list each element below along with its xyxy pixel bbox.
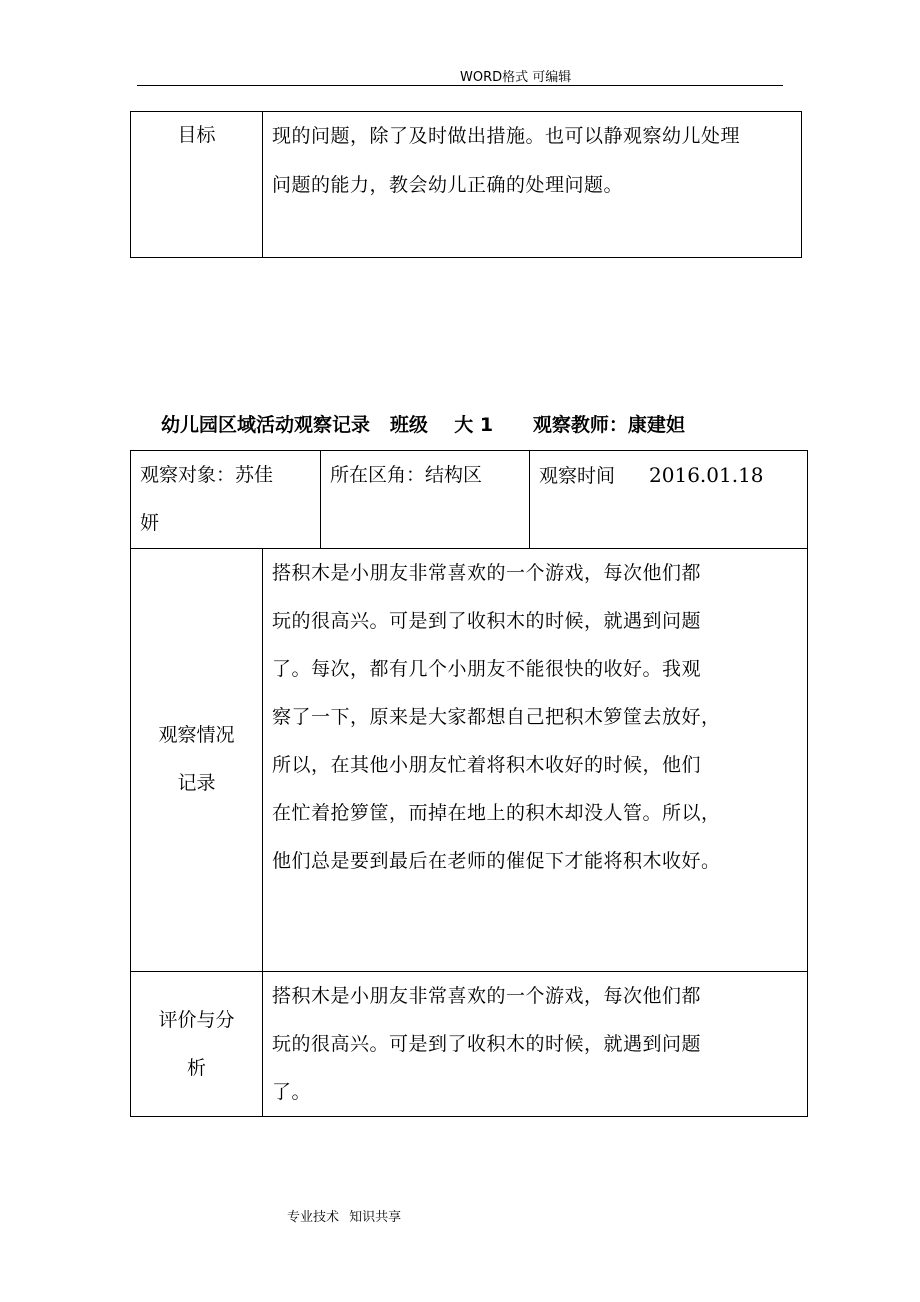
record-label-cell [130, 548, 263, 972]
record-content-cell [262, 548, 808, 972]
area-text: 所在区角：结构区 [330, 464, 483, 486]
area-cell [320, 450, 530, 549]
analysis-line: 搭积木是小朋友非常喜欢的一个游戏，每次他们都 [272, 985, 702, 1007]
record-label-line: 记录 [177, 772, 216, 794]
analysis-label-line: 评价与分 [158, 1009, 235, 1031]
goal-line: 问题的能力，教会幼儿正确的处理问题。 [272, 174, 624, 196]
goal-line: 现的问题，除了及时做出措施。也可以静观察幼儿处理 [272, 125, 741, 147]
record-line: 他们总是要到最后在老师的催促下才能将积木收好。 [272, 850, 721, 872]
page-footer-text: 专业技术 知识共享 [287, 1210, 402, 1225]
record-line: 搭积木是小朋友非常喜欢的一个游戏，每次他们都 [272, 562, 702, 584]
record-line: 了。每次，都有几个小朋友不能很快的收好。我观 [272, 658, 702, 680]
goal-label-cell [130, 111, 263, 258]
record-line: 在忙着抢箩筐，而掉在地上的积木却没人管。所以， [272, 802, 721, 824]
page-header-text: WORD格式 可编辑 [460, 70, 572, 85]
time-cell [529, 450, 808, 549]
analysis-label-line: 析 [186, 1057, 206, 1079]
record-label-line: 观察情况 [158, 724, 235, 746]
time-value: 2016.01.18 [649, 463, 764, 487]
subject-cell [130, 450, 321, 549]
analysis-content-cell [262, 971, 808, 1117]
subject-line: 观察对象：苏佳 [140, 464, 274, 486]
time-label: 观察时间 [539, 465, 616, 487]
subject-line: 妍 [140, 512, 160, 534]
record-line: 玩的很高兴。可是到了收积木的时候，就遇到问题 [272, 610, 702, 632]
record-line: 所以，在其他小朋友忙着将积木收好的时候，他们 [272, 754, 702, 776]
analysis-line: 玩的很高兴。可是到了收积木的时候，就遇到问题 [272, 1033, 702, 1055]
goal-label: 目标 [177, 124, 216, 146]
goal-content-cell [262, 111, 802, 258]
record-line: 察了一下，原来是大家都想自己把积木箩筐去放好， [272, 706, 721, 728]
header-rule [137, 85, 783, 86]
analysis-label-cell [130, 971, 263, 1117]
record-title: 幼儿园区域活动观察记录 班级 大 1 观察教师：康建妲 [161, 414, 685, 436]
analysis-line: 了。 [272, 1081, 312, 1103]
